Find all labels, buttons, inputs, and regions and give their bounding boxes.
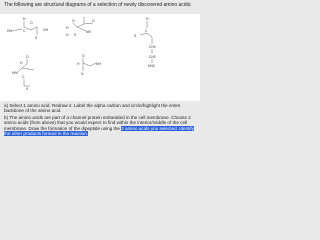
atom-label: H (146, 17, 149, 21)
atom-label: S (35, 36, 38, 40)
structures-panel (0, 14, 200, 101)
question-b (4, 115, 196, 137)
atom-label: O (82, 54, 85, 58)
question-b-text: b) The amino acids are part of a channel protein embedded in the cell membrane. Choose 2 amino acids (from above) that you would expect to find within the interior/middle of the cell membrane. Draw the formation of the dipeptide using the (4, 115, 191, 131)
amino-acid-structure-3 (134, 17, 156, 68)
amino-acid-structure-1 (7, 17, 49, 40)
atom-label: O (26, 55, 29, 59)
worksheet-page (0, 0, 200, 141)
atom-label: O (30, 21, 33, 25)
atom-label: HN (12, 71, 17, 75)
question-a: a) Select 1 amino acid. Redraw it. Label the alpha carbon and circle/highlight the entire backbone of the amino acid. (4, 103, 181, 114)
atom-label: NH2 (148, 64, 155, 68)
atom-label: H (23, 17, 26, 21)
atom-label: NH (96, 62, 101, 66)
atom-label: NH (86, 30, 91, 34)
atom-label: S (134, 34, 137, 38)
atom-label: N (81, 72, 84, 76)
atom-label: CH2 (149, 55, 156, 59)
amino-acid-structure-2 (66, 17, 95, 37)
amino-acid-structure-4 (12, 55, 34, 91)
atom-label: S (26, 87, 29, 91)
atom-label: O (72, 19, 75, 23)
atom-label: H (77, 62, 80, 66)
atom-label: H (66, 33, 69, 37)
atom-label: C (22, 75, 25, 79)
atom-label: CH2 (149, 45, 156, 49)
amino-acid-structures (0, 14, 200, 101)
amino-acid-structure-5 (77, 54, 101, 76)
atom-label: S (74, 33, 77, 37)
atom-label: O (92, 19, 95, 23)
intro-text: The following are structural diagrams of a selection of newly discovered amino acids: (4, 2, 192, 8)
atom-label: HN (7, 29, 12, 33)
atom-label: C (23, 29, 26, 33)
atom-label: C (145, 29, 148, 33)
atom-label: H (20, 61, 23, 65)
atom-label: H (66, 26, 69, 30)
question-b-highlighted-text: 2 amino acids you selected. Identify the other products formed in the reaction. (4, 125, 194, 137)
atom-label: OH (43, 28, 49, 32)
